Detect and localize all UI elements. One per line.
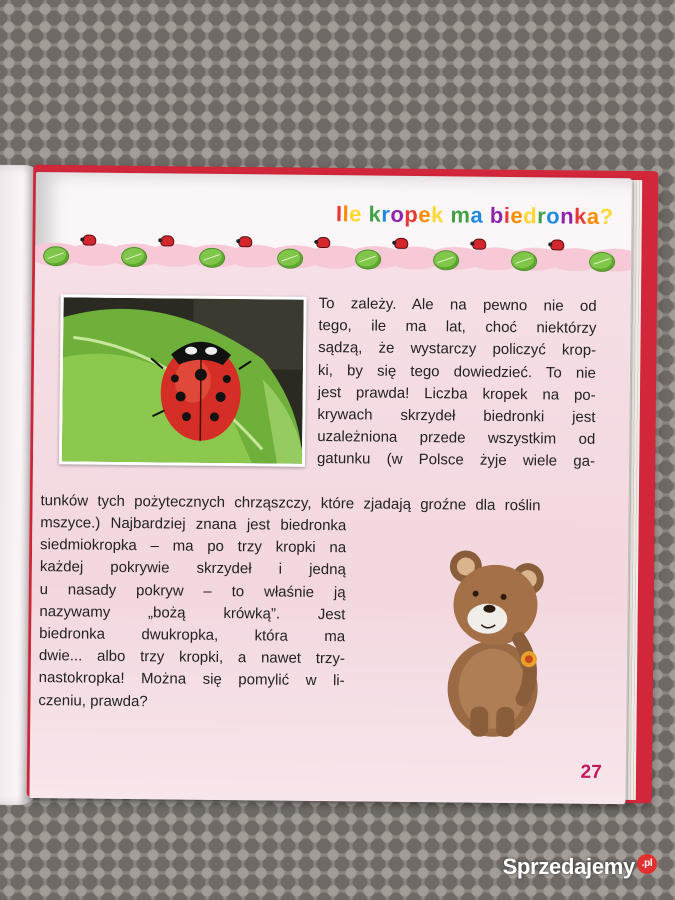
title-letter: I [335,201,343,227]
leaf-icon [199,248,225,268]
leaf-icon [433,250,459,270]
text-line: sądzą, że wystarczy policzyć krop- [318,339,597,360]
text-line: dwie... albo trzy kropki, a nawet trzy- [38,647,346,668]
ladybug-icon [394,238,408,249]
leaf-icon [589,252,615,272]
ladybug-icon [472,239,486,250]
decorative-border [35,232,631,278]
text-line: mszyce.) Najbardziej znana jest biedronka [40,514,347,535]
title-letter: o [390,201,405,227]
ladybug-icon [238,236,252,247]
title-letter: d [523,203,538,229]
leaf-icon [43,246,69,266]
title-letter: m [450,202,471,228]
title-letter: a [586,203,600,229]
text-line: krywach skrzydeł biedronki jest [317,405,596,426]
text-line: u nasady pokryw – to właśnie ją [39,580,346,601]
title-letter: e [349,201,363,227]
title-letter: p [404,201,419,228]
title-letter: b [489,202,504,228]
title-letter: a [470,202,484,228]
watermark-text: Sprzedajemy [502,854,635,879]
text-line: każdej pokrywie skrzydeł i jedną [39,558,346,579]
title-letter: k [430,202,444,228]
text-line: gatunku (w Polsce żyje wiele ga- [316,450,596,471]
title-letter: r [537,203,547,229]
title-letter: ? [599,203,614,230]
text-line: To zależy. Ale na pewno nie od [318,294,597,315]
text-line: nazywamy „bożą krówką”. Jest [39,602,346,624]
text-line: nastokropka! Można się pomylić w li- [38,669,345,690]
leaf-icon [355,249,381,269]
text-line: tunków tych pożytecznych chrząszczy, które zjadają groźne dla roślin [40,492,541,515]
leaf-icon [511,251,537,271]
leaf-icon [121,247,147,267]
title-letter: l [342,201,350,227]
leaf-icon [277,249,303,269]
page-title [336,201,614,230]
text-line: biedronka dwukropka, która ma [39,625,346,646]
text-line: uzależniona przede wszystkim od [317,428,596,449]
text-line: jest prawda! Liczba kropek na po- [317,383,596,404]
ladybug-icon [160,235,174,246]
ladybug-icon [550,239,564,250]
title-letter: n [560,203,575,229]
text-line: czeniu, prawda? [38,691,148,710]
watermark-suffix: .pl [637,854,657,874]
ladybug-icon [316,237,330,248]
title-letter: e [418,202,432,228]
paragraph-bottom [38,512,346,715]
title-letter: o [546,203,561,229]
title-letter: i [503,202,511,228]
title-letter: r [381,201,391,227]
page-number: 27 [580,761,602,783]
text-line: ki, by się tego dowiedzieć. To nie [317,361,597,382]
text-line: siedmiokropka – ma po trzy kropki na [40,536,347,557]
ladybug-icon [82,234,96,245]
paragraph-top [317,293,597,474]
teddy-bear-illustration [422,538,574,740]
ladybug-photo [59,294,307,467]
book-page [29,172,632,804]
text-line: tego, ile ma lat, choć niektórzy [318,317,597,338]
title-letter: e [510,202,524,229]
title-letter: k [368,201,382,227]
title-letter: k [573,203,587,229]
watermark-logo [503,854,657,880]
